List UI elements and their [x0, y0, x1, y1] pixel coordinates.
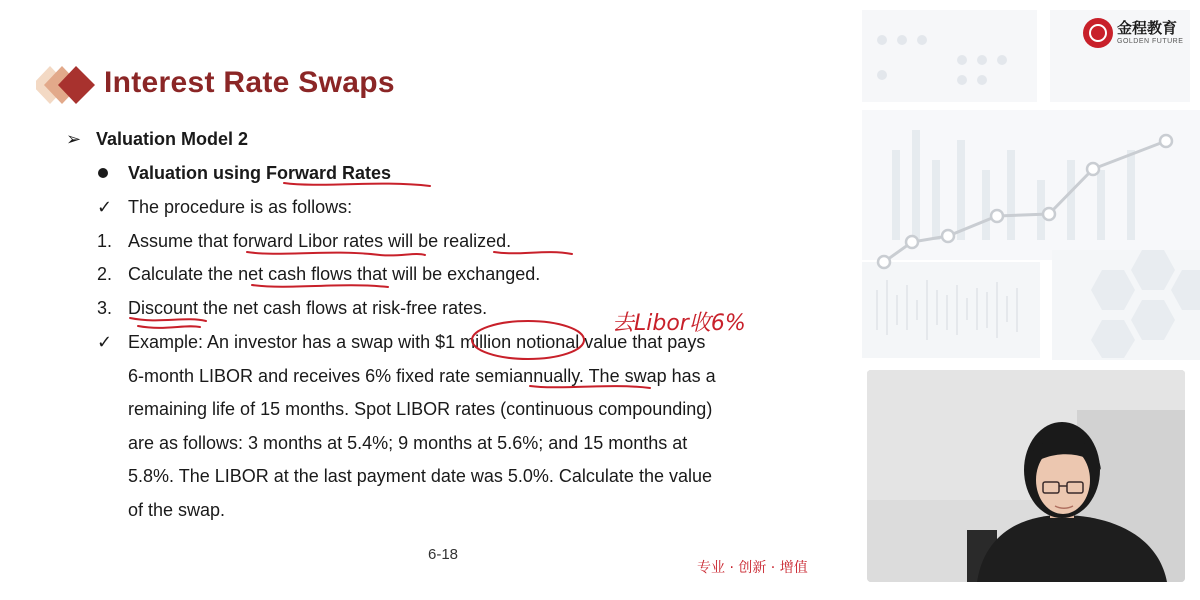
handwritten-note: 去Libor收6%	[612, 311, 746, 336]
example-line: 6-month LIBOR and receives 6% fixed rate semiannually. The swap has a	[128, 366, 716, 386]
logo-name-en: GOLDEN FUTURE	[1117, 38, 1184, 45]
decorative-infographic	[862, 0, 1200, 370]
step-number: 1.	[97, 231, 113, 251]
step-text: Discount the net cash flows at risk-free rates.	[128, 298, 488, 318]
section-heading: Valuation Model 2	[96, 129, 249, 149]
logo-name-cn: 金程教育	[1117, 19, 1178, 37]
page-number: 6-18	[428, 546, 459, 563]
example-line: remaining life of 15 months. Spot LIBOR rates (continuous compounding)	[128, 399, 713, 419]
dot-bullet-icon	[98, 168, 108, 178]
presenter-image	[867, 370, 1185, 582]
brand-logo	[1083, 18, 1183, 48]
step-text: Assume that forward Libor rates will be realized.	[128, 231, 512, 251]
step-number: 2.	[97, 264, 113, 284]
example-line: are as follows: 3 months at 5.4%; 9 months at 5.6%; and 15 months at	[128, 433, 688, 453]
slogan: 专业 · 创新 · 增值	[697, 560, 808, 576]
title-diamond-icon	[36, 66, 100, 104]
procedure-intro: The procedure is as follows:	[128, 197, 353, 217]
arrow-bullet-icon: ➢	[66, 129, 82, 149]
example-line: 5.8%. The LIBOR at the last payment date was 5.0%. Calculate the value	[128, 466, 712, 486]
webcam-video	[867, 370, 1185, 582]
step-text: Calculate the net cash flows that will be exchanged.	[128, 264, 541, 284]
check-icon: ✓	[97, 197, 113, 217]
slide-title: Interest Rate Swaps	[104, 66, 395, 99]
check-icon: ✓	[97, 332, 113, 352]
step-number: 3.	[97, 298, 113, 318]
subheading: Valuation using Forward Rates	[128, 163, 392, 183]
example-line: of the swap.	[128, 500, 226, 520]
example-line: Example: An investor has a swap with $1 million notional value that pays	[128, 332, 706, 352]
logo-seal-icon	[1083, 18, 1113, 48]
